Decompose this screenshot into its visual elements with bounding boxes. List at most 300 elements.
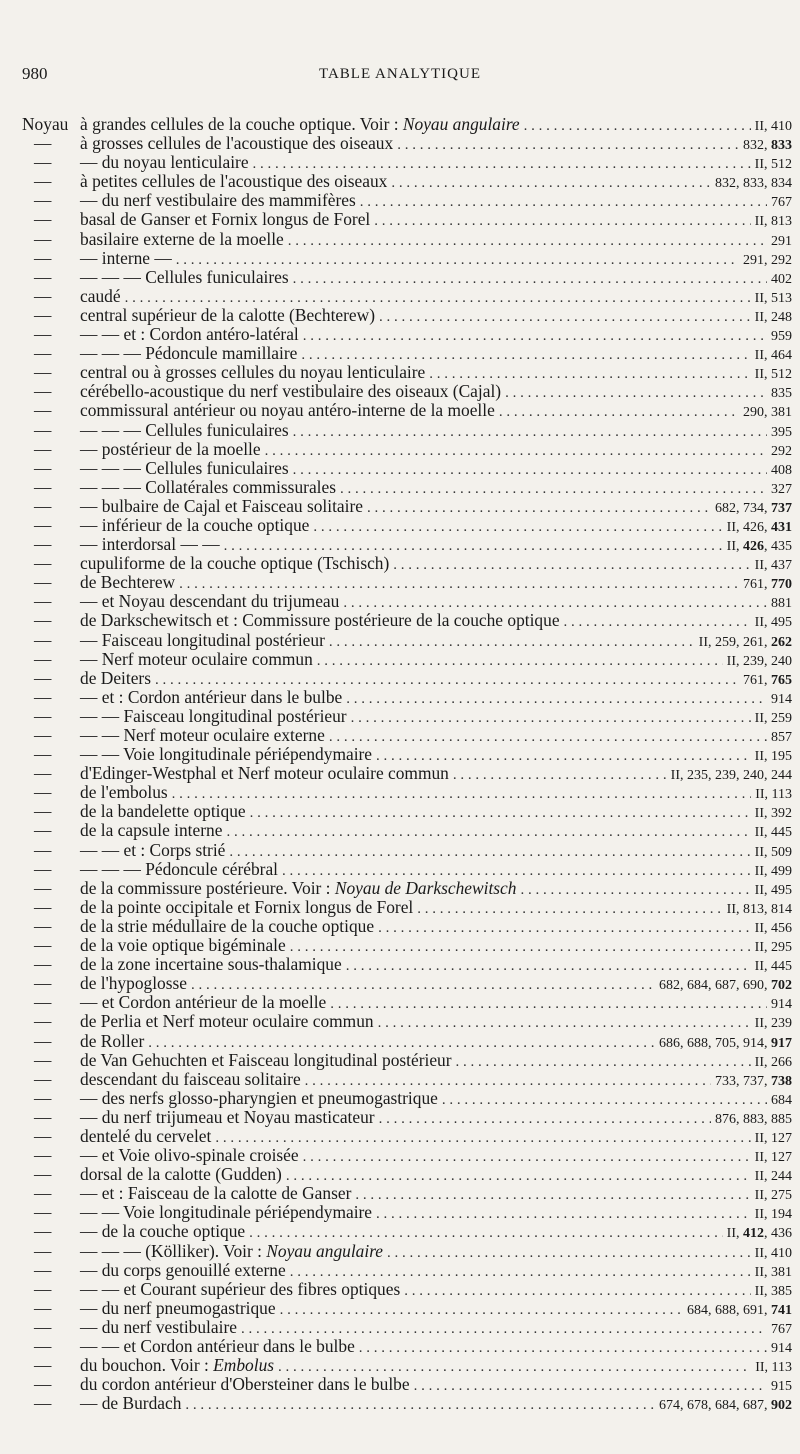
page-refs-text: II, 259 (754, 710, 792, 726)
page-refs-text: 674, 678, 684, 687, (659, 1398, 771, 1414)
dot-leader (414, 1377, 767, 1396)
page-refs (755, 1205, 792, 1224)
index-entry (22, 1165, 792, 1184)
entry-text (80, 382, 501, 401)
page-refs (755, 1282, 792, 1301)
page-ref-main: 431 (771, 519, 792, 535)
index-entry (22, 879, 792, 898)
page-refs-text: II, 113 (755, 1360, 792, 1376)
entry-head: — (34, 304, 52, 325)
page-refs-text: 761, (743, 672, 771, 688)
page-refs-text: II, 456 (754, 920, 792, 936)
dot-leader (355, 1186, 750, 1205)
dot-leader (346, 957, 751, 976)
index-entry (22, 1337, 792, 1356)
entry-label: de l'embolus (80, 782, 168, 803)
index-entry (22, 1108, 792, 1127)
entry-text (80, 440, 261, 459)
index-entry (22, 974, 792, 993)
entry-label: — — Voie longitudinale périépendymaire (80, 744, 373, 765)
entry-head: — (34, 686, 52, 707)
entry-label: dorsal de la calotte (Gudden) (80, 1164, 282, 1185)
entry-text (80, 1280, 400, 1299)
page-refs-after: , 436 (764, 1226, 792, 1242)
page-refs-text: 291, 292 (743, 252, 792, 268)
entry-head: — (34, 534, 52, 555)
entry-head: — (34, 1259, 52, 1280)
entry-label: de Bechterew (80, 572, 176, 593)
page-refs (743, 136, 792, 155)
dot-leader (376, 1205, 751, 1224)
page-refs-text: II, 113 (755, 787, 792, 803)
entry-head: — (34, 476, 52, 497)
page-refs (755, 823, 792, 842)
dot-leader (229, 843, 750, 862)
entry-head: — (34, 285, 52, 306)
entry-text (80, 172, 387, 191)
entry-head: — (34, 935, 52, 956)
dot-leader (172, 785, 752, 804)
page-refs (755, 1167, 792, 1186)
entry-text (80, 611, 560, 630)
entry-text (80, 860, 278, 879)
page-refs (771, 270, 792, 289)
dot-leader (330, 995, 767, 1014)
page-refs (755, 117, 792, 136)
dot-leader (378, 1014, 751, 1033)
entry-label: de la voie optique bigéminale (80, 935, 286, 956)
entry-head: — (34, 1221, 52, 1242)
index-entry (22, 1375, 792, 1394)
index-entry (22, 726, 792, 745)
page-refs (755, 289, 792, 308)
entry-label: de Van Gehuchten et Faisceau longitudinal postérieur (80, 1049, 452, 1070)
entry-label: — du nerf vestibulaire des mammifères (80, 190, 356, 211)
entry-label: de la capsule interne (80, 820, 223, 841)
page-refs (771, 193, 792, 212)
page-refs-text: II, 259, 261, (698, 634, 771, 650)
page-refs-text: 914 (771, 997, 792, 1013)
entry-label: — interdorsal — — (80, 534, 220, 555)
entry-label: de la strie médullaire de la couche optique (80, 915, 375, 936)
dot-leader (505, 384, 767, 403)
page-refs (743, 575, 792, 594)
dot-leader (499, 403, 739, 422)
entry-label: de Deiters (80, 667, 151, 688)
dot-leader (250, 804, 751, 823)
index-entry (22, 1203, 792, 1222)
dot-leader (391, 174, 711, 193)
dot-leader (374, 212, 750, 231)
entry-text (80, 1089, 438, 1108)
entry-label: caudé (80, 285, 121, 306)
page-refs-text: II, 512 (754, 157, 792, 173)
entry-head: — (34, 648, 52, 669)
entry-head: — (34, 801, 52, 822)
entry-label: — du nerf trijumeau et Noyau masticateur (80, 1106, 375, 1127)
entry-text (80, 1165, 282, 1184)
page-refs-text: 682, 684, 687, 690, (659, 978, 771, 994)
page-refs (659, 1396, 792, 1415)
dot-leader (360, 193, 767, 212)
index-entry (22, 363, 792, 382)
index-entry (22, 421, 792, 440)
entry-head: — (34, 591, 52, 612)
page-refs-text: II, 512 (754, 367, 792, 383)
index-entry (22, 1280, 792, 1299)
dot-leader (346, 690, 767, 709)
entry-label: — du noyau lenticulaire (80, 152, 249, 173)
entry-label: — des nerfs glosso-pharyngien et pneumogastrique (80, 1087, 438, 1108)
page-refs (771, 232, 792, 251)
entry-label: — bulbaire de Cajal et Faisceau solitaire (80, 495, 363, 516)
entry-head: — (34, 362, 52, 383)
entry-head: — (34, 782, 52, 803)
dot-leader (417, 900, 722, 919)
page-refs-text: II, 239, 240 (726, 653, 792, 669)
entry-head: — (34, 266, 52, 287)
index-entry (22, 669, 792, 688)
entry-text (80, 631, 325, 650)
page-refs (771, 423, 792, 442)
entry-text (80, 1203, 372, 1222)
page-refs (771, 461, 792, 480)
entry-head: — (34, 1336, 52, 1356)
page-refs (755, 804, 792, 823)
page-ref-main: 902 (771, 1398, 792, 1414)
entry-head: — (34, 1240, 52, 1261)
index-entry (22, 325, 792, 344)
dot-leader (329, 633, 695, 652)
index-entry (22, 841, 792, 860)
page-refs (755, 843, 792, 862)
page-refs-text: 402 (771, 271, 792, 287)
dot-leader (387, 1244, 751, 1263)
entry-head: — (34, 610, 52, 631)
entry-head: — (34, 343, 52, 364)
dot-leader (524, 117, 751, 136)
entry-head: — (34, 247, 52, 268)
entry-head: — (34, 228, 52, 249)
entry-text (80, 230, 284, 249)
index-entry (22, 1051, 792, 1070)
dot-leader (185, 1396, 655, 1415)
index-entry (22, 1261, 792, 1280)
index-entry (22, 631, 792, 650)
entry-text (80, 917, 374, 936)
dot-leader (303, 1148, 751, 1167)
page-refs-text: 915 (771, 1379, 792, 1395)
entry-text (80, 669, 151, 688)
index-entry (22, 1089, 792, 1108)
entry-head: — (34, 1125, 52, 1146)
page-refs (771, 480, 792, 499)
index-entry (22, 1356, 792, 1375)
page-refs-text: II, 235, 239, 240, 244 (670, 768, 792, 784)
index-entry (22, 172, 792, 191)
entry-text (80, 1318, 237, 1337)
page-refs-text: II, 464 (754, 348, 792, 364)
entry-text (80, 821, 222, 840)
entry-label: — et : Cordon antérieur dans le bulbe (80, 686, 343, 707)
entry-label: central supérieur de la calotte (Bechterew) (80, 304, 375, 325)
entry-label: d'Edinger-Westphal et Nerf moteur oculaire commun (80, 763, 449, 784)
page-refs-text: II, (726, 1226, 743, 1242)
dot-leader (442, 1091, 767, 1110)
page-refs-text: II, 239 (754, 1016, 792, 1032)
entry-head: — (34, 171, 52, 192)
entry-text (80, 1184, 351, 1203)
entry-label: — Faisceau longitudinal postérieur (80, 629, 325, 650)
entry-label: — — Voie longitudinale périépendymaire (80, 1202, 373, 1223)
page-refs-text: II, 495 (754, 882, 792, 898)
page-ref-main: 426 (743, 539, 764, 555)
page-refs-text: 832, (743, 138, 771, 154)
page-refs (755, 556, 792, 575)
index-entry (22, 230, 792, 249)
page-refs-text: II, 495 (754, 615, 792, 631)
page-refs (755, 212, 792, 231)
page-ref-main: 741 (771, 1302, 792, 1318)
entry-text (80, 783, 168, 802)
entry-label: — — — Pédoncule cérébral (80, 858, 278, 879)
page-refs (743, 403, 792, 422)
index-entry (22, 344, 792, 363)
entry-label: basal de Ganser et Fornix longus de Forel (80, 209, 371, 230)
index-entry (22, 802, 792, 821)
page-refs-text: II, 410 (754, 119, 792, 134)
entry-head: — (34, 1106, 52, 1127)
page-refs-text: 959 (771, 329, 792, 345)
entry-text (80, 363, 425, 382)
entry-label: dentelé du cervelet (80, 1125, 212, 1146)
entry-head: — (34, 1068, 52, 1089)
dot-leader (317, 652, 723, 671)
entry-label: central ou à grosses cellules du noyau lenticulaire (80, 362, 426, 383)
page-refs-text: 395 (771, 424, 792, 440)
entry-text (80, 1222, 245, 1241)
page-refs-text: 767 (771, 1321, 792, 1337)
entry-crossref: Noyau angulaire (402, 114, 520, 134)
index-entry (22, 153, 792, 172)
page-title: TABLE ANALYTIQUE (318, 66, 482, 82)
index-entry (22, 191, 792, 210)
page-refs (727, 537, 792, 556)
page-refs-text: 881 (771, 596, 792, 612)
page-refs-text: 408 (771, 462, 792, 478)
page-refs-text: II, 127 (754, 1150, 792, 1166)
entry-label: — — — Collatérales commissurales (80, 476, 336, 497)
page-refs-text: II, 426, (726, 519, 771, 535)
page-refs (755, 1014, 792, 1033)
page-refs (755, 613, 792, 632)
page-refs (755, 1186, 792, 1205)
entry-head: — (34, 763, 52, 784)
entry-head: — (34, 1316, 52, 1337)
index-entry (22, 459, 792, 478)
page-refs-text: II, 194 (754, 1207, 792, 1223)
page-refs (755, 308, 792, 327)
page-ref-main: 738 (771, 1073, 792, 1089)
entry-crossref: Embolus (213, 1355, 275, 1376)
entry-text (80, 554, 389, 573)
page-number: 980 (22, 64, 48, 83)
entry-head: — (34, 992, 52, 1013)
entry-head: — (34, 1374, 52, 1395)
page-refs (771, 442, 792, 461)
page-refs (715, 1072, 792, 1091)
dot-leader (564, 613, 751, 632)
dot-leader (293, 270, 767, 289)
entry-head: — (34, 629, 52, 650)
page-refs-text: II, 195 (754, 749, 792, 765)
entry-text (80, 421, 289, 440)
entry-head: — (34, 667, 52, 688)
page-refs-text: 876, 883, 885 (715, 1111, 792, 1127)
entry-head: — (34, 915, 52, 936)
page-refs-text: 682, 734, (715, 500, 771, 516)
index-entry (22, 210, 792, 229)
entry-head: — (34, 457, 52, 478)
entry-label: du bouchon. Voir : (80, 1355, 214, 1376)
index-entry (22, 688, 792, 707)
entry-label: — et Noyau descendant du trijumeau (80, 591, 340, 612)
dot-leader (288, 232, 767, 251)
index-entry (22, 783, 792, 802)
page-refs (671, 766, 792, 785)
index-entry (22, 115, 792, 134)
entry-head: — (34, 514, 52, 535)
dot-leader (340, 480, 767, 499)
index-entry (22, 1318, 792, 1337)
entry-head: — (34, 744, 52, 765)
dot-leader (226, 823, 750, 842)
dot-leader (329, 728, 767, 747)
entry-text (80, 726, 325, 745)
index-entry (22, 554, 792, 573)
entry-text (80, 1299, 276, 1318)
entry-text (80, 1242, 383, 1261)
entry-label: à grosses cellules de l'acoustique des oiseaux (80, 133, 394, 154)
entry-head: — (34, 1030, 52, 1051)
page-refs (699, 633, 792, 652)
entry-text (80, 535, 220, 554)
dot-leader (520, 881, 750, 900)
entry-label: — et Cordon antérieur de la moelle (80, 992, 327, 1013)
dot-leader (303, 327, 767, 346)
page-refs (727, 900, 792, 919)
page-refs (727, 518, 792, 537)
entry-head: — (34, 1183, 52, 1204)
entry-head: — (34, 1087, 52, 1108)
entry-label: — de la couche optique (80, 1221, 246, 1242)
dot-leader (367, 499, 711, 518)
page-refs-text: 684, 688, 691, (687, 1302, 771, 1318)
entry-text (80, 802, 246, 821)
page-refs (755, 346, 792, 365)
page-refs-text: 686, 688, 705, 914, (659, 1035, 771, 1051)
entry-label: — — — (Kölliker). Voir : (80, 1240, 267, 1261)
entry-label: — du nerf vestibulaire (80, 1316, 237, 1337)
dot-leader (379, 1110, 711, 1129)
index-entry (22, 1032, 792, 1051)
page-refs-text: II, 445 (754, 825, 792, 841)
page-refs-text: 832, 833, 834 (715, 176, 792, 192)
index-entry (22, 1127, 792, 1146)
index-entry (22, 860, 792, 879)
entry-label: — du nerf pneumogastrique (80, 1297, 276, 1318)
entry-label: — — — Cellules funiculaires (80, 457, 289, 478)
entry-text (80, 287, 121, 306)
page-refs-text: 914 (771, 691, 792, 707)
entry-text (80, 1375, 410, 1394)
index-entry (22, 650, 792, 669)
page-refs-text: 291 (771, 233, 792, 249)
entry-head: — (34, 152, 52, 173)
entry-head: — (34, 419, 52, 440)
page-refs (755, 1129, 792, 1148)
page-ref-main: 702 (771, 978, 792, 994)
entry-text (80, 134, 393, 153)
entry-label: de Darkschewitsch et : Commissure postérieure de la couche optique (80, 610, 560, 631)
page-refs (755, 747, 792, 766)
entry-label: de Roller (80, 1030, 145, 1051)
dot-leader (456, 1053, 751, 1072)
index-entry (22, 516, 792, 535)
dot-leader (359, 1339, 767, 1358)
entry-label: — du corps genouillé externe (80, 1259, 286, 1280)
page-refs-text: II, 445 (754, 959, 792, 975)
index-entry (22, 134, 792, 153)
entry-crossref: Noyau angulaire (266, 1240, 384, 1261)
entry-head: — (34, 190, 52, 211)
page-refs (771, 327, 792, 346)
index-entry (22, 440, 792, 459)
dot-leader (280, 1301, 683, 1320)
page-refs (755, 1244, 792, 1263)
entry-label: — interne — (80, 247, 172, 268)
entry-text (80, 1127, 211, 1146)
page-refs-text: II, 244 (754, 1169, 792, 1185)
page-refs-text: II, 813, 814 (726, 901, 792, 917)
dot-leader (404, 1282, 750, 1301)
entry-label: descendant du faisceau solitaire (80, 1068, 301, 1089)
dot-leader (313, 518, 722, 537)
entry-text (80, 936, 286, 955)
page-refs-text: II, 295 (754, 940, 792, 956)
entry-label: — — — Pédoncule mamillaire (80, 343, 298, 364)
entry-head: — (34, 1297, 52, 1318)
entry-text (80, 1337, 355, 1356)
page-refs (771, 1339, 792, 1358)
entry-head: — (34, 133, 52, 154)
entry-head: — (34, 1202, 52, 1223)
index-entry (22, 401, 792, 420)
entry-text (80, 764, 449, 783)
dot-leader (265, 442, 767, 461)
index-entry (22, 1146, 792, 1165)
page-refs (755, 881, 792, 900)
index-entry (22, 764, 792, 783)
entry-label: — — — Cellules funiculaires (80, 419, 289, 440)
page-refs-text: 761, (743, 577, 771, 593)
entry-text (80, 115, 520, 134)
entry-label: du cordon antérieur d'Obersteiner dans le bulbe (80, 1374, 410, 1395)
page-refs (755, 365, 792, 384)
entry-label: à petites cellules de l'acoustique des oiseaux (80, 171, 388, 192)
dot-leader (290, 938, 751, 957)
index-entry (22, 707, 792, 726)
